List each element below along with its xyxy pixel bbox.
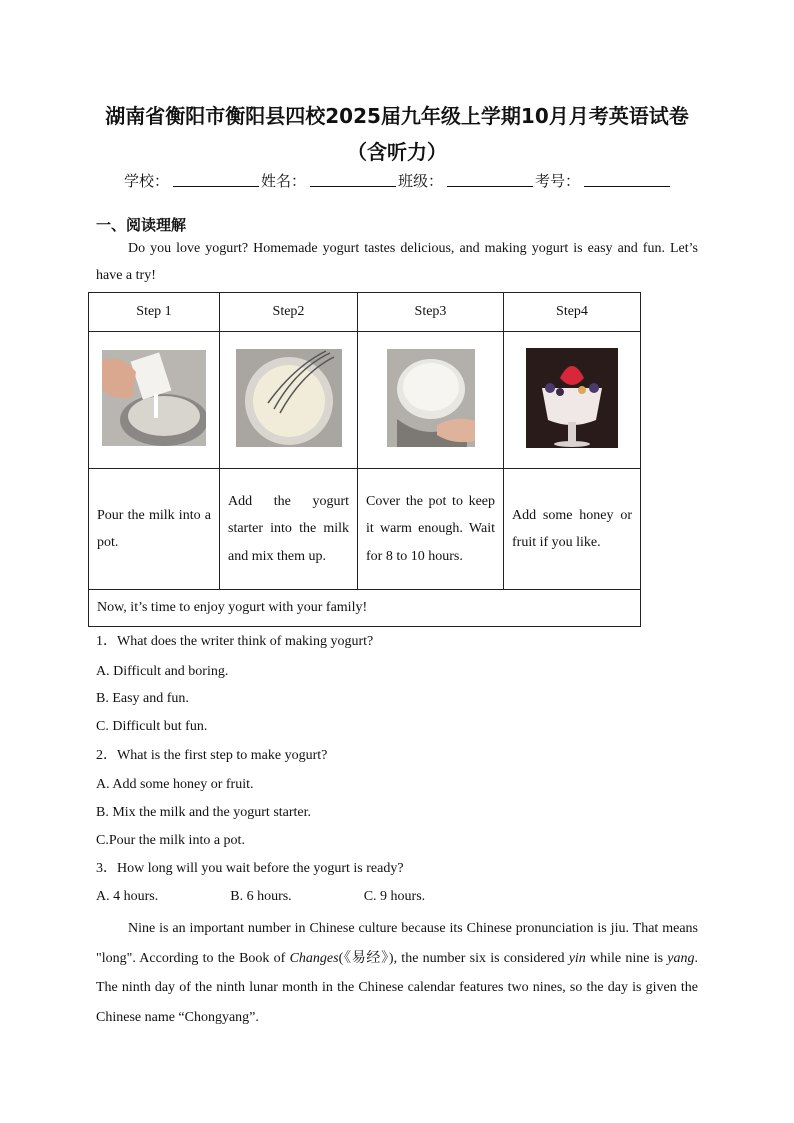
name-field[interactable] bbox=[310, 170, 396, 187]
exam-number-label: 考号： bbox=[535, 172, 581, 190]
option[interactable]: C. Difficult but fun. bbox=[96, 719, 208, 734]
option[interactable]: A. Difficult and boring. bbox=[96, 664, 229, 679]
step-header: Step 1 bbox=[89, 293, 220, 332]
step-text: Cover the pot to keep it warm enough. Wait for 8 to 10 hours. bbox=[358, 469, 504, 590]
step4-image-cell bbox=[504, 332, 641, 469]
option[interactable]: A. Add some honey or fruit. bbox=[96, 777, 254, 792]
section-heading: 一、阅读理解 bbox=[96, 216, 187, 234]
step-header: Step3 bbox=[358, 293, 504, 332]
student-info bbox=[124, 170, 672, 191]
school-label: 学校： bbox=[124, 172, 170, 190]
step-text: Add the yogurt starter into the milk and mix them up. bbox=[220, 469, 358, 590]
yogurt-dessert-photo bbox=[526, 348, 618, 448]
option[interactable]: A. 4 hours. bbox=[96, 889, 159, 904]
page-title: 湖南省衡阳市衡阳县四校2025届九年级上学期10月月考英语试卷（含听力） bbox=[105, 104, 689, 164]
step-text: Add some honey or fruit if you like. bbox=[504, 469, 641, 590]
passage-text: (《易经》), the number six is considered bbox=[338, 950, 569, 966]
intro-text: Do you love yogurt? Homemade yogurt tastes delicious, and making yogurt is easy and fun. Let’s have a try! bbox=[96, 241, 698, 283]
option[interactable]: B. Easy and fun. bbox=[96, 691, 189, 706]
pour-milk-photo bbox=[102, 350, 206, 446]
passage-text: . The ninth day of the ninth lunar month in the Chinese calendar features two nines, so the day is given the Chinese name “Chongyang”. bbox=[96, 950, 699, 1025]
passage-two bbox=[96, 914, 698, 1032]
option[interactable]: B. Mix the milk and the yogurt starter. bbox=[96, 805, 312, 820]
name-label: 姓名： bbox=[261, 172, 307, 190]
step2-image-cell bbox=[220, 332, 358, 469]
intro-paragraph bbox=[96, 235, 698, 289]
whisk-mix-photo bbox=[236, 349, 342, 447]
cover-pot-photo bbox=[387, 349, 475, 447]
step-header: Step4 bbox=[504, 293, 641, 332]
step3-image-cell bbox=[358, 332, 504, 469]
class-label: 班级： bbox=[398, 172, 444, 190]
step-header: Step2 bbox=[220, 293, 358, 332]
passage-text: while nine is bbox=[585, 950, 668, 966]
question-2: 2．What is the first step to make yogurt? bbox=[96, 748, 328, 763]
option[interactable]: B. 6 hours. bbox=[230, 889, 292, 904]
yang-term: yang bbox=[667, 950, 695, 966]
question-1: 1．What does the writer think of making yogurt? bbox=[96, 634, 374, 649]
passage-text: Nine is an important number in Chinese culture because its Chinese pronunciation is jiu. That means "long". According to the Book of bbox=[96, 921, 698, 966]
school-field[interactable] bbox=[173, 170, 259, 187]
option[interactable]: C. 9 hours. bbox=[363, 889, 426, 904]
book-title: Changes bbox=[289, 950, 339, 966]
table-footer: Now, it’s time to enjoy yogurt with your family! bbox=[89, 590, 641, 627]
step1-image-cell bbox=[89, 332, 220, 469]
class-field[interactable] bbox=[447, 170, 533, 187]
option[interactable]: C.Pour the milk into a pot. bbox=[96, 833, 245, 848]
question-3: 3．How long will you wait before the yogurt is ready? bbox=[96, 861, 404, 876]
steps-table bbox=[88, 292, 641, 627]
step-text: Pour the milk into a pot. bbox=[89, 469, 220, 590]
question-3-options bbox=[96, 889, 497, 905]
exam-number-field[interactable] bbox=[584, 170, 670, 187]
yin-term: yin bbox=[568, 950, 586, 966]
